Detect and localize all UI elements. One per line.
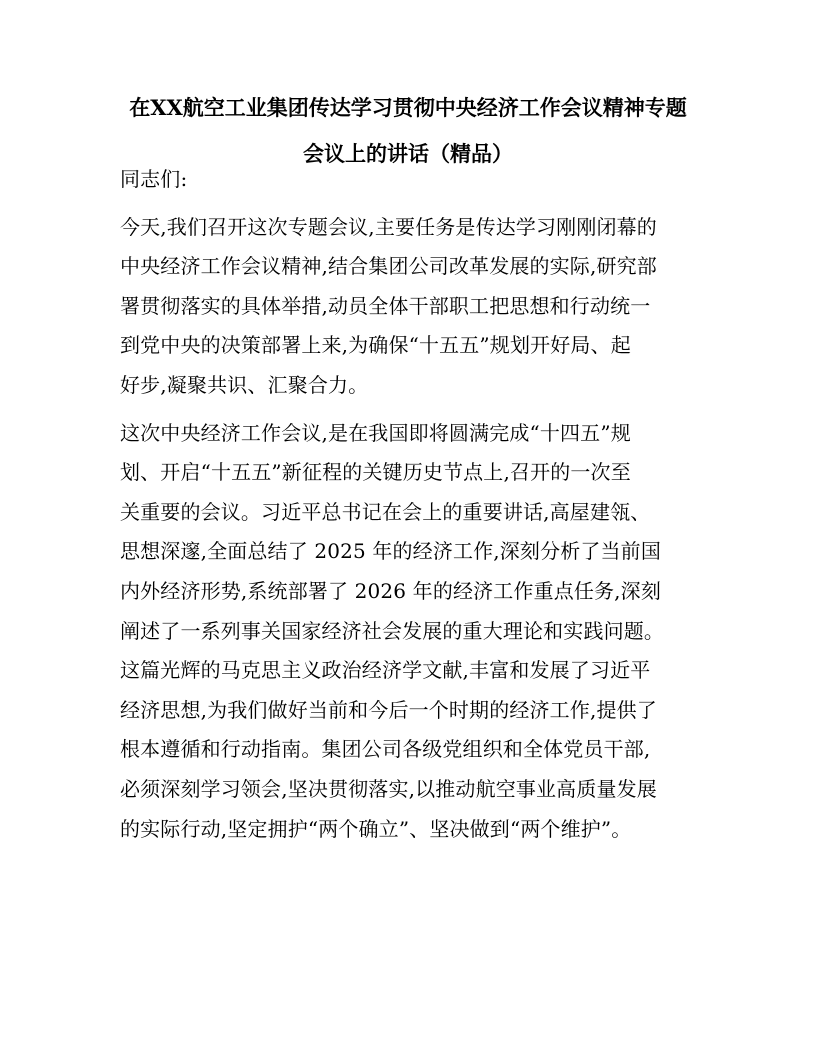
paragraph-line: 这次中央经济工作会议,是在我国即将圆满完成“十四五”规 xyxy=(120,420,631,445)
paragraph-line: 的实际行动,坚定拥护“两个确立”、坚决做到“两个维护”。 xyxy=(120,816,632,841)
paragraph-line: 这篇光辉的马克思主义政治经济学文献,丰富和发展了习近平 xyxy=(120,658,651,683)
paragraph-line: 根本遵循和行动指南。集团公司各级党组织和全体党员干部, xyxy=(120,737,651,762)
paragraph-line: 关重要的会议。习近平总书记在会上的重要讲话,高屋建瓴、 xyxy=(120,499,651,524)
paragraph-line: 划、开启“十五五”新征程的关键历史节点上,召开的一次至 xyxy=(120,460,631,485)
paragraph-line: 到党中央的决策部署上来,为确保“十五五”规划开好局、起 xyxy=(120,333,631,358)
paragraph-line: 今天,我们召开这次专题会议,主要任务是传达学习刚刚闭幕的 xyxy=(120,214,657,239)
title-line-2: 会议上的讲话（精品） xyxy=(303,141,513,166)
paragraph-line: 思想深邃,全面总结了 2025 年的经济工作,深刻分析了当前国 xyxy=(120,539,661,564)
document-body xyxy=(120,160,700,857)
paragraph-line: 经济思想,为我们做好当前和今后一个时期的经济工作,提供了 xyxy=(120,697,657,722)
paragraph-line: 内外经济形势,系统部署了 2026 年的经济工作重点任务,深刻 xyxy=(120,578,661,603)
paragraph-line: 必须深刻学习领会,坚决贯彻落实,以推动航空事业高质量发展 xyxy=(120,776,657,801)
paragraph-line: 阐述了一系列事关国家经济社会发展的重大理论和实践问题。 xyxy=(120,618,665,643)
paragraph-line: 中央经济工作会议精神,结合集团公司改革发展的实际,研究部 xyxy=(120,254,657,279)
paragraph-2 xyxy=(120,414,700,850)
title-line-1: 在XX航空工业集团传达学习贯彻中央经济工作会议精神专题 xyxy=(129,95,687,120)
paragraph-1 xyxy=(120,208,700,406)
salutation: 同志们: xyxy=(120,167,188,191)
paragraph-line: 署贯彻落实的具体举措,动员全体干部职工把思想和行动统一 xyxy=(120,293,651,318)
paragraph-line: 好步,凝聚共识、汇聚合力。 xyxy=(120,372,369,397)
